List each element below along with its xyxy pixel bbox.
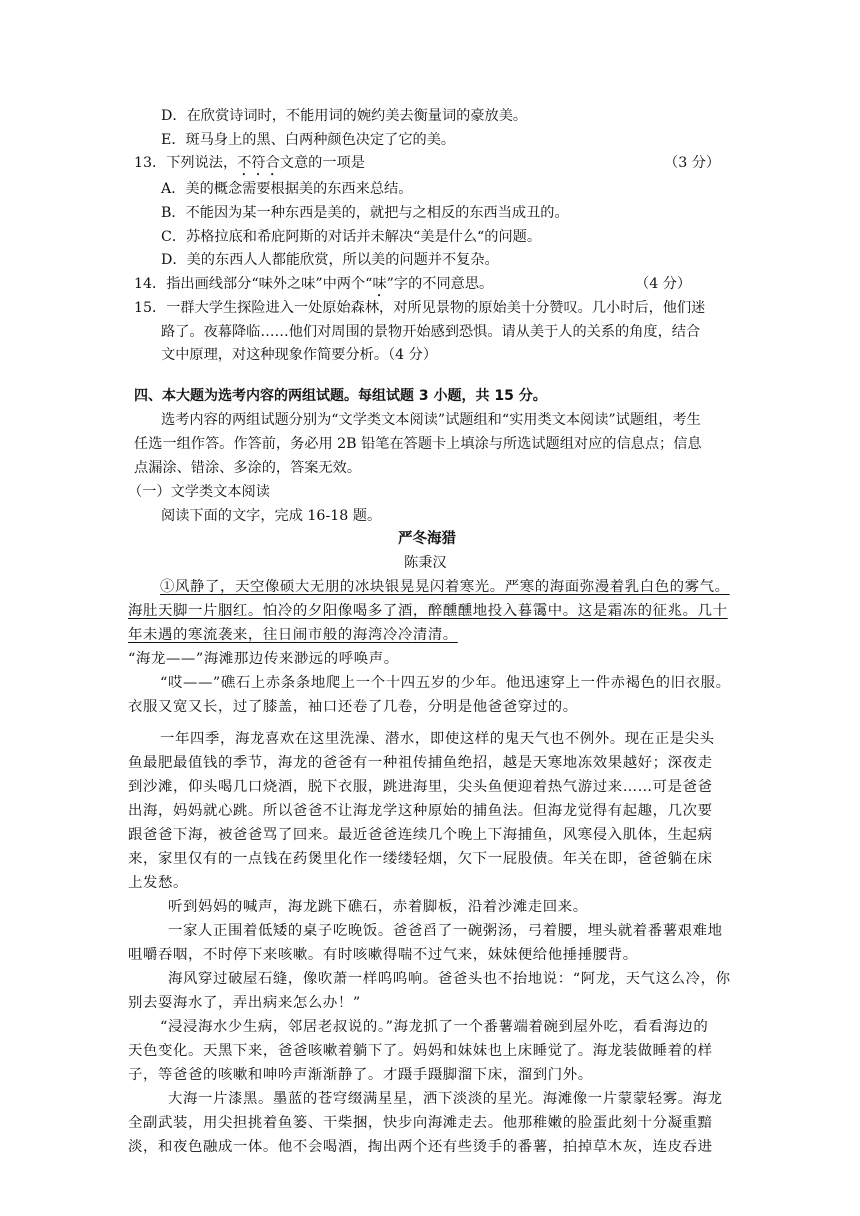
paragraph-8-line-2: 天色变化。天黑下来，爸爸咳嗽着躺下了。妈妈和妹妹也上床睡觉了。海龙装做睡着的样 xyxy=(128,1043,713,1059)
paragraph-4-line-3: 到沙滩，仰头喝几口烧酒，脱下衣服，跳进海里，尖头鱼便迎着热气游过来……可是爸爸 xyxy=(128,779,713,795)
paragraph-4-line-6: 来，家里仅有的一点钱在药煲里化作一缕缕轻烟，欠下一屁股债。年关在即，爸爸躺在床 xyxy=(128,851,713,867)
paragraph-4-line-4: 出海，妈妈就心跳。所以爸爸不让海龙学这种原始的捕鱼法。但海龙觉得有起趣，几次要 xyxy=(128,803,713,819)
q15-line-1: 15．一群大学生探险进入一处原始森林，对所见景物的原始美十分赞叹。几小时后，他们迷 xyxy=(134,300,706,316)
paragraph-3-line-2: 衣服又宽又长，过了膝盖，袖口还卷了几卷，分明是他爸爸穿过的。 xyxy=(128,699,578,715)
paragraph-7-line-2: 别去耍海水了，弄出病来怎么办！” xyxy=(128,995,361,1011)
section-4-intro-2: 任选一组作答。作答前，务必用 2B 铅笔在答题卡上填涂与所选试题组对应的信息点；信息 xyxy=(134,436,702,452)
paragraph-5: 听到妈妈的喊声，海龙跳下礁石，赤着脚板，沿着沙滩走回来。 xyxy=(168,899,588,915)
q13-option-c: C．苏格拉底和希庇阿斯的对话并未解决“美是什么“的问题。 xyxy=(161,229,542,245)
paragraph-4-line-7: 上发愁。 xyxy=(128,875,188,891)
q14-stem xyxy=(134,274,493,300)
article-title: 严冬海猎 xyxy=(398,531,456,547)
paragraph-3-line-1: “哎——”礁石上赤条条地爬上一个十四五岁的少年。他迅速穿上一件赤褐色的旧衣服。 xyxy=(160,675,731,691)
paragraph-7-line-1: 海风穿过破屋石缝，像吹萧一样呜呜响。爸爸头也不抬地说：“阿龙，天气这么冷，你 xyxy=(168,971,731,987)
paragraph-6-line-1: 一家人正围着低矮的桌子吃晚饭。爸爸舀了一碗粥汤，弓着腰，埋头就着番薯艰难地 xyxy=(168,923,723,939)
reading-instruction: 阅读下面的文字，完成 16-18 题。 xyxy=(161,508,382,524)
q14-emphasis: 味 xyxy=(372,276,387,292)
section-4-heading: 四、本大题为选考内容的两组试题。每组试题 3 小题，共 15 分。 xyxy=(134,388,547,404)
q12-option-e: E．斑马身上的黑、白两种颜色决定了它的美。 xyxy=(161,132,456,148)
paragraph-8-line-3: 子，等爸爸的咳嗽和呻吟声渐渐静了。才蹑手蹑脚溜下床，溜到门外。 xyxy=(128,1067,593,1083)
paragraph-9-line-1: 大海一片漆黑。墨蓝的苍穹缀满星星，洒下淡淡的星光。海滩像一片蒙蒙轻雾。海龙 xyxy=(168,1091,723,1107)
paragraph-6-line-2: 咀嚼吞咽，不时停下来咳嗽。有时咳嗽得喘不过气来，妹妹便给他捶捶腰背。 xyxy=(128,947,638,963)
paragraph-1-line-1: ①风静了，天空像硕大无朋的冰块银晃晃闪着寒光。严寒的海面弥漫着乳白色的雾气。 xyxy=(160,579,730,595)
q13-option-d: D．美的东西人人都能欣赏，所以美的问题并不复杂。 xyxy=(161,252,499,268)
paragraph-1-line-3: 年未遇的寒流袭来，往日闹市般的海湾冷冷清清。 xyxy=(128,627,458,643)
paragraph-9-line-2: 全副武装，用尖担挑着鱼篓、干柴捆，快步向海滩走去。他那稚嫩的脸蛋此刻十分凝重黯 xyxy=(128,1115,713,1131)
q14-score: （4 分） xyxy=(635,276,692,292)
paragraph-4-line-5: 跟爸爸下海，被爸爸骂了回来。最近爸爸连续几个晚上下海捕鱼，风寒侵入肌体，生起病 xyxy=(128,827,713,843)
paragraph-8-line-1: “浸浸海水少生病，邻居老叔说的。”海龙抓了一个番薯端着碗到屋外吃，看看海边的 xyxy=(160,1019,709,1035)
q13-prefix: 13．下列说法， xyxy=(134,155,238,171)
paragraph-4-line-2: 鱼最肥最值钱的季节，海龙的爸爸有一种祖传捕鱼绝招，越是天寒地冻效果越好；深夜走 xyxy=(128,755,713,771)
q13-stem xyxy=(134,153,365,179)
q13-emphasis: 不符合 xyxy=(237,155,280,171)
q14-suffix: ”字的不同意思。 xyxy=(386,276,494,292)
paragraph-2: “海龙——”海滩那边传来渺远的呼唤声。 xyxy=(128,651,399,667)
section-4-intro-3: 点漏涂、错涂、多涂的，答案无效。 xyxy=(134,460,362,476)
q14-prefix: 14．指出画线部分“味外之味”中两个“ xyxy=(134,276,373,292)
paragraph-1-line-2: 海肚天脚一片胭红。怕冷的夕阳像喝多了酒，醉醺醺地投入暮霭中。这是霜冻的征兆。几十 xyxy=(128,603,728,619)
part-1-heading: （一）文学类文本阅读 xyxy=(128,484,270,500)
q15-line-2: 路了。夜幕降临……他们对周围的景物开始感到恐惧。请从美于人的关系的角度，结合 xyxy=(161,324,701,340)
q13-suffix: 文意的一项是 xyxy=(279,155,365,171)
article-author: 陈秉汉 xyxy=(404,555,447,571)
section-4-intro-1: 选考内容的两组试题分别为“文学类文本阅读”试题组和“实用类文本阅读”试题组，考生 xyxy=(161,412,701,428)
q12-option-d: D．在欣赏诗词时，不能用词的婉约美去衡量词的豪放美。 xyxy=(161,108,528,124)
q13-option-a: A．美的概念需要根据美的东西来总结。 xyxy=(161,181,413,197)
q13-option-b: B．不能因为某一种东西是美的，就把与之相反的东西当成丑的。 xyxy=(161,205,569,221)
paragraph-4-line-1: 一年四季，海龙喜欢在这里洗澡、潜水，即使这样的鬼天气也不例外。现在正是尖头 xyxy=(160,731,715,747)
q15-line-3: 文中原理，对这种现象作简要分析。（4 分） xyxy=(161,347,438,363)
paragraph-9-line-3: 淡，和夜色融成一体。他不会喝酒，掏出两个还有些烫手的番薯，拍掉草木灰，连皮吞进 xyxy=(128,1139,713,1155)
q13-score: （3 分） xyxy=(664,155,721,171)
